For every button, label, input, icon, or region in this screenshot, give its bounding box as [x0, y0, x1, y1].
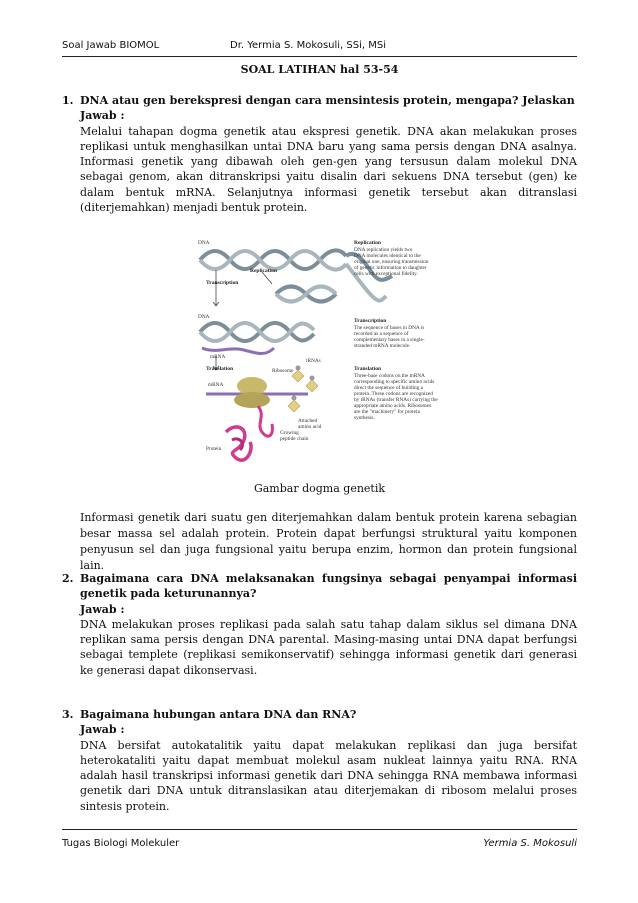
- header-rule: [62, 56, 577, 57]
- svg-text:Replication: Replication: [354, 240, 381, 246]
- page-title: SOAL LATIHAN hal 53-54: [240, 63, 399, 76]
- answer-label: Jawab :: [80, 723, 125, 737]
- label-dna-top: DNA: [198, 240, 210, 246]
- label-transcription: Transcription: [206, 280, 239, 286]
- page-header: [62, 40, 577, 56]
- svg-text:stranded mRNA molecule.: stranded mRNA molecule.: [354, 343, 411, 349]
- svg-text:are the "machinery" for protei: are the "machinery" for protein: [354, 409, 421, 415]
- question-text: Bagaimana cara DNA melaksanakan fungsinya sebagai penyampai informasi genetik pada keturunannya?: [80, 572, 577, 601]
- svg-text:direct the sequence of buildin: direct the sequence of building a: [354, 385, 423, 391]
- note-paragraph: Informasi genetik dari suatu gen diterjemahkan dalam bentuk protein karena sebagian besar massa sel adalah protein. Protein dapat berfungsi struktural yaitu komponen penyusun sel dan juga fungsional yaitu berupa enzim, hormon dan protein fungsional lain.: [80, 511, 577, 572]
- svg-text:appropriate amino acids. Ribos: appropriate amino acids. Ribosomes: [354, 403, 432, 409]
- header-author: Dr. Yermia S. Mokosuli, SSi, MSi: [230, 40, 386, 51]
- answer-text: DNA melakukan proses replikasi pada salah satu tahap dalam siklus sel dimana DNA replikan sama persis dengan DNA parental. Masing-masing untai DNA dapat berfungsi sebagai templete (replikasi semikonservatif) sehingga informasi genetik dari generasi ke generasi dapat dikonservasi.: [80, 617, 577, 677]
- svg-text:original one, ensuring transmi: original one, ensuring transmission: [354, 259, 429, 265]
- label-dna-mid: DNA: [198, 314, 210, 320]
- label-amino-acid: amino acid: [298, 424, 322, 430]
- label-attached: Attached: [298, 418, 318, 424]
- svg-text:The sequence of bases in DNA i: The sequence of bases in DNA is: [354, 325, 425, 331]
- question-text: DNA atau gen berekspresi dengan cara mensintesis protein, mengapa? Jelaskan: [80, 94, 575, 107]
- page-footer: [62, 838, 577, 849]
- label-peptide-chain: peptide chain: [280, 436, 309, 442]
- figure-caption: Gambar dogma genetik: [253, 482, 386, 495]
- header-left: Soal Jawab BIOMOL: [62, 40, 160, 51]
- footer-author: Yermia S. Mokosuli: [483, 838, 577, 849]
- question-number: 3.: [62, 708, 74, 721]
- answer-text: Melalui tahapan dogma genetik atau ekspresi genetik. DNA akan melakukan proses replikasi untuk menghasilkan untai DNA baru yang sama persis dengan DNA asalnya. Informasi genetik yang dibawah oleh gen-gen yang tersusun dalam molekul DNA sebagai genom, akan ditranskripsi yaitu disalin dari sekuens DNA tersebut (gen) ke dalam bentuk mRNA. Selanjutnya informasi genetik tersebut akan ditranslasi (diterjemahkan) menjadi bentuk protein.: [80, 124, 577, 215]
- folded-protein: [226, 427, 251, 460]
- svg-text:Translation: Translation: [354, 366, 382, 372]
- footer-left: Tugas Biologi Molekuler: [62, 838, 180, 849]
- svg-text:complementary bases in a singl: complementary bases in a single-: [354, 337, 425, 343]
- svg-text:cells with exceptional fidelit: cells with exceptional fidelity.: [354, 271, 418, 277]
- svg-text:synthesis.: synthesis.: [354, 415, 375, 421]
- question-3: [62, 707, 577, 814]
- label-mrna-mid: mRNA: [210, 354, 226, 360]
- central-dogma-figure: [196, 236, 446, 472]
- dna-helix-replicated: [276, 287, 336, 302]
- label-ribosome: Ribosome: [272, 368, 294, 374]
- question-1: [62, 93, 577, 215]
- answer-label: Jawab :: [80, 109, 125, 123]
- panel-translation: [354, 366, 438, 421]
- panel-transcription: [354, 318, 425, 349]
- svg-text:Transcription: Transcription: [354, 318, 387, 324]
- svg-text:protein. These codons are reco: protein. These codons are recognized: [354, 391, 433, 397]
- label-growing: Growing: [280, 430, 299, 436]
- question-2: [62, 571, 577, 678]
- label-trnas: tRNAs: [306, 358, 321, 364]
- label-protein: Protein: [206, 446, 222, 452]
- svg-text:corresponding to specific amin: corresponding to specific amino acids: [354, 379, 435, 385]
- svg-text:DNA molecules identical to the: DNA molecules identical to the: [354, 253, 421, 259]
- footer-rule: [62, 829, 577, 830]
- label-translation: Translation: [206, 366, 234, 372]
- question-number: 1.: [62, 94, 74, 107]
- label-replication: Replication: [250, 268, 277, 274]
- svg-text:DNA replication yields two: DNA replication yields two: [354, 247, 413, 253]
- svg-text:recorded as a sequence of: recorded as a sequence of: [354, 331, 409, 337]
- dna-helix-middle: [200, 323, 314, 341]
- svg-text:of genetic information to daug: of genetic information to daughter: [354, 265, 427, 271]
- growing-peptide: [258, 406, 272, 436]
- answer-text: DNA bersifat autokatalitik yaitu dapat melakukan replikasi dan juga bersifat heterokataliti yaitu dapat membuat molekul asam nukleat lainnya yaitu RNA. RNA adalah hasil transkripsi informasi genetik dari DNA sehingga RNA membawa informasi genetik dari DNA untuk ditranslasikan atau diterjemakan di ribosom melalui proses sintesis protein.: [80, 738, 577, 813]
- question-text: Bagaimana hubungan antara DNA dan RNA?: [80, 708, 357, 721]
- panel-replication: [354, 240, 429, 277]
- mrna-strand-middle: [202, 348, 274, 354]
- svg-text:by tRNAs (transfer RNAs) carry: by tRNAs (transfer RNAs) carrying the: [354, 397, 438, 403]
- question-number: 2.: [62, 572, 74, 585]
- answer-label: Jawab :: [80, 602, 125, 616]
- label-mrna-low: mRNA: [208, 382, 224, 388]
- svg-text:Three-base codons on the mRNA: Three-base codons on the mRNA: [354, 373, 425, 379]
